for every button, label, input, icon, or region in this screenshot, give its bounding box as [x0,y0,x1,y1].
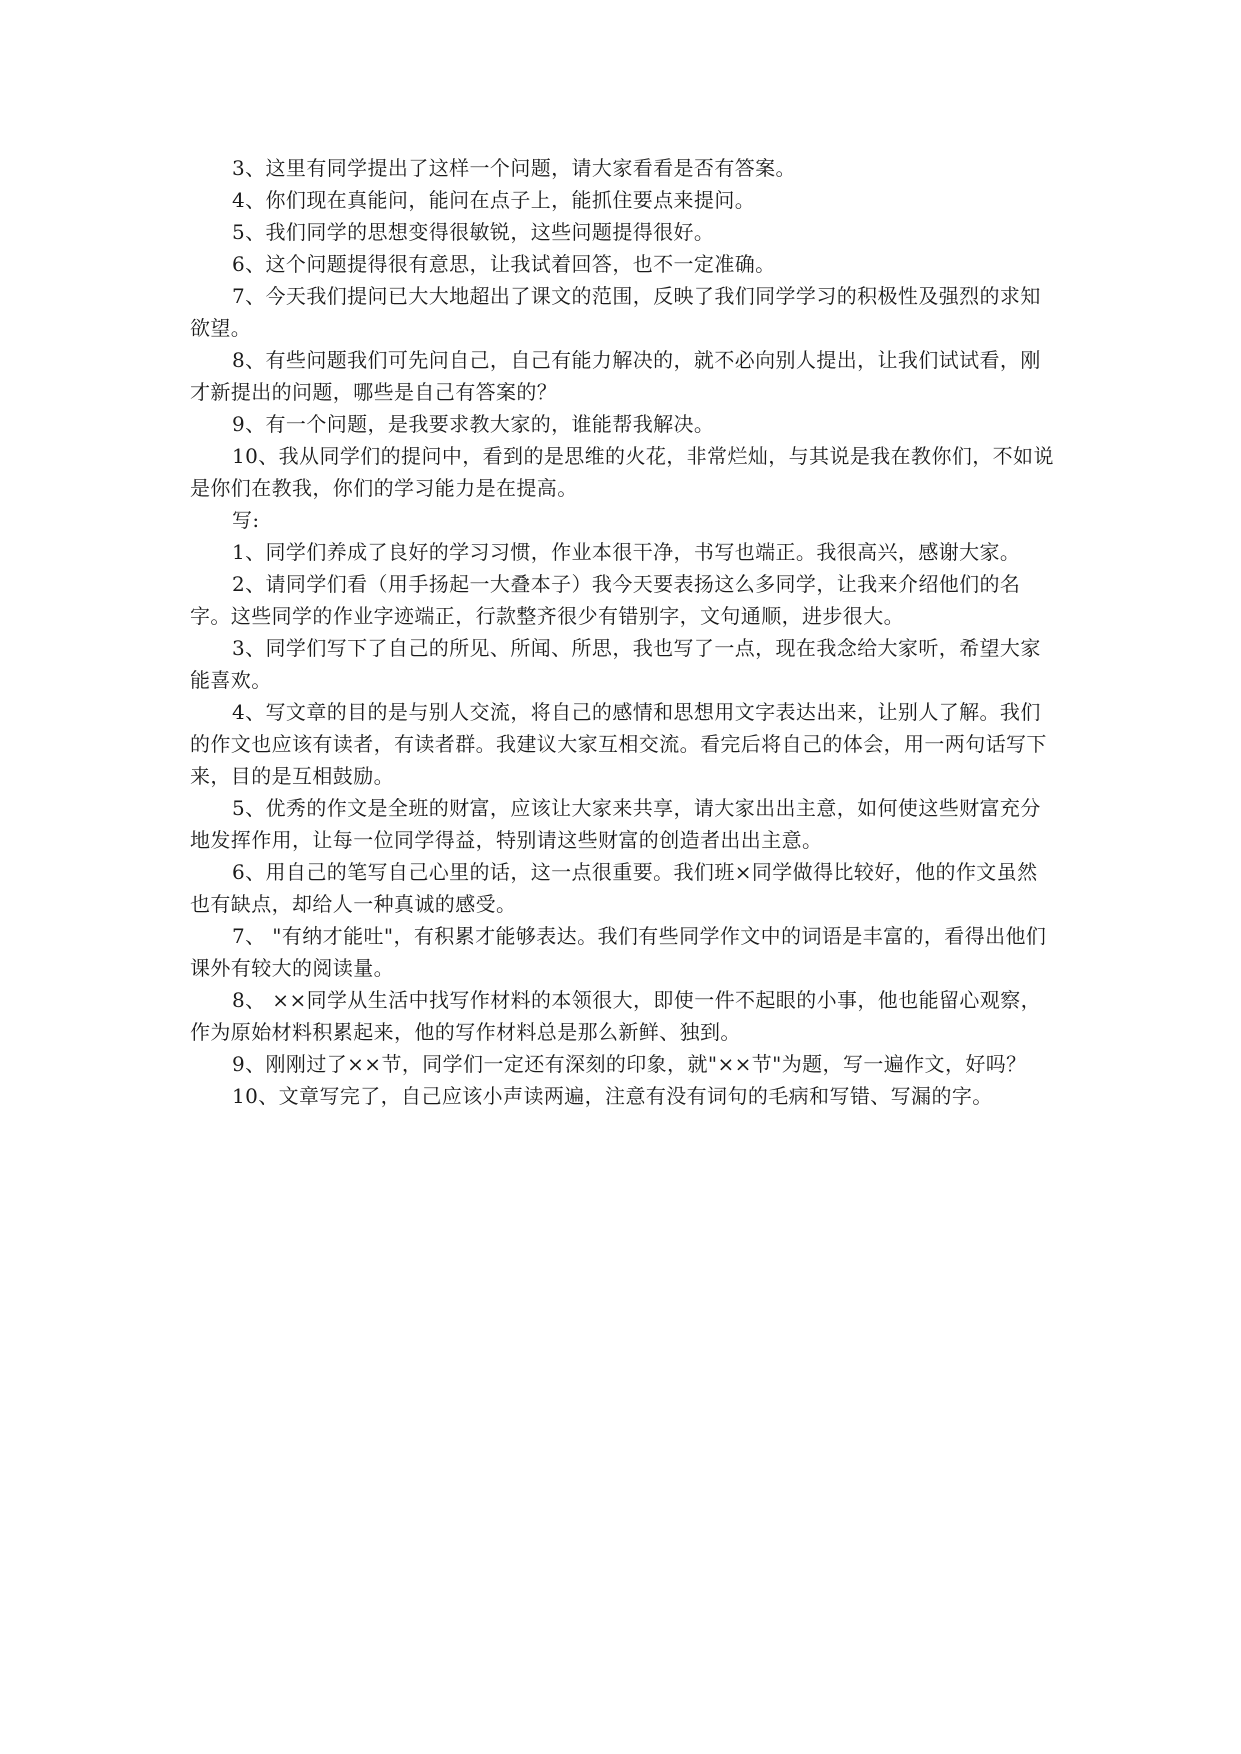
paragraph: 10、我从同学们的提问中，看到的是思维的火花，非常烂灿，与其说是我在教你们，不如说是你们在教我，你们的学习能力是在提高。 [190,444,1054,500]
paragraph: 4、写文章的目的是与别人交流，将自己的感情和思想用文字表达出来，让别人了解。我们的作文也应该有读者，有读者群。我建议大家互相交流。看完后将自己的体会，用一两句话写下来，目的是互相鼓励。 [190,700,1047,788]
paragraph: 6、用自己的笔写自己心里的话，这一点很重要。我们班×同学做得比较好，他的作文虽然也有缺点，却给人一种真诚的感受。 [190,860,1038,916]
paragraph: 10、文章写完了，自己应该小声读两遍，注意有没有词句的毛病和写错、写漏的字。 [232,1084,993,1108]
document-body [190,152,1055,1112]
paragraph: 9、刚刚过了××节，同学们一定还有深刻的印象，就"××节"为题，写一遍作文，好吗？ [232,1052,1027,1076]
paragraph: 4、你们现在真能问，能问在点子上，能抓住要点来提问。 [232,188,756,212]
paragraph: 6、这个问题提得很有意思，让我试着回答，也不一定准确。 [232,252,776,276]
paragraph: 8、有些问题我们可先问自己，自己有能力解决的，就不必向别人提出，让我们试试看，刚才新提出的问题，哪些是自己有答案的？ [190,348,1041,404]
paragraph: 1、同学们养成了良好的学习习惯，作业本很干净，书写也端正。我很高兴，感谢大家。 [232,540,1021,564]
paragraph: 5、优秀的作文是全班的财富，应该让大家来共享，请大家出出主意，如何使这些财富充分地发挥作用，让每一位同学得益，特别请这些财富的创造者出出主意。 [190,796,1041,852]
paragraph: 3、这里有同学提出了这样一个问题，请大家看看是否有答案。 [232,156,796,180]
section-heading-write: 写: [232,508,260,532]
paragraph: 7、今天我们提问已大大地超出了课文的范围，反映了我们同学学习的积极性及强烈的求知欲望。 [190,284,1041,340]
paragraph: 7、 "有纳才能吐"，有积累才能够表达。我们有些同学作文中的词语是丰富的，看得出他们课外有较大的阅读量。 [190,924,1047,980]
paragraph: 5、我们同学的思想变得很敏锐，这些问题提得很好。 [232,220,715,244]
paragraph: 8、 ××同学从生活中找写作材料的本领很大，即使一件不起眼的小事，他也能留心观察，作为原始材料积累起来，他的写作材料总是那么新鲜、独到。 [190,988,1041,1044]
paragraph: 9、有一个问题，是我要求教大家的，谁能帮我解决。 [232,412,715,436]
paragraph: 3、同学们写下了自己的所见、所闻、所思，我也写了一点，现在我念给大家听，希望大家能喜欢。 [190,636,1041,692]
paragraph: 2、请同学们看（用手扬起一大叠本子）我今天要表扬这么多同学，让我来介绍他们的名字。这些同学的作业字迹端正，行款整齐很少有错别字，文句通顺，进步很大。 [190,572,1021,628]
